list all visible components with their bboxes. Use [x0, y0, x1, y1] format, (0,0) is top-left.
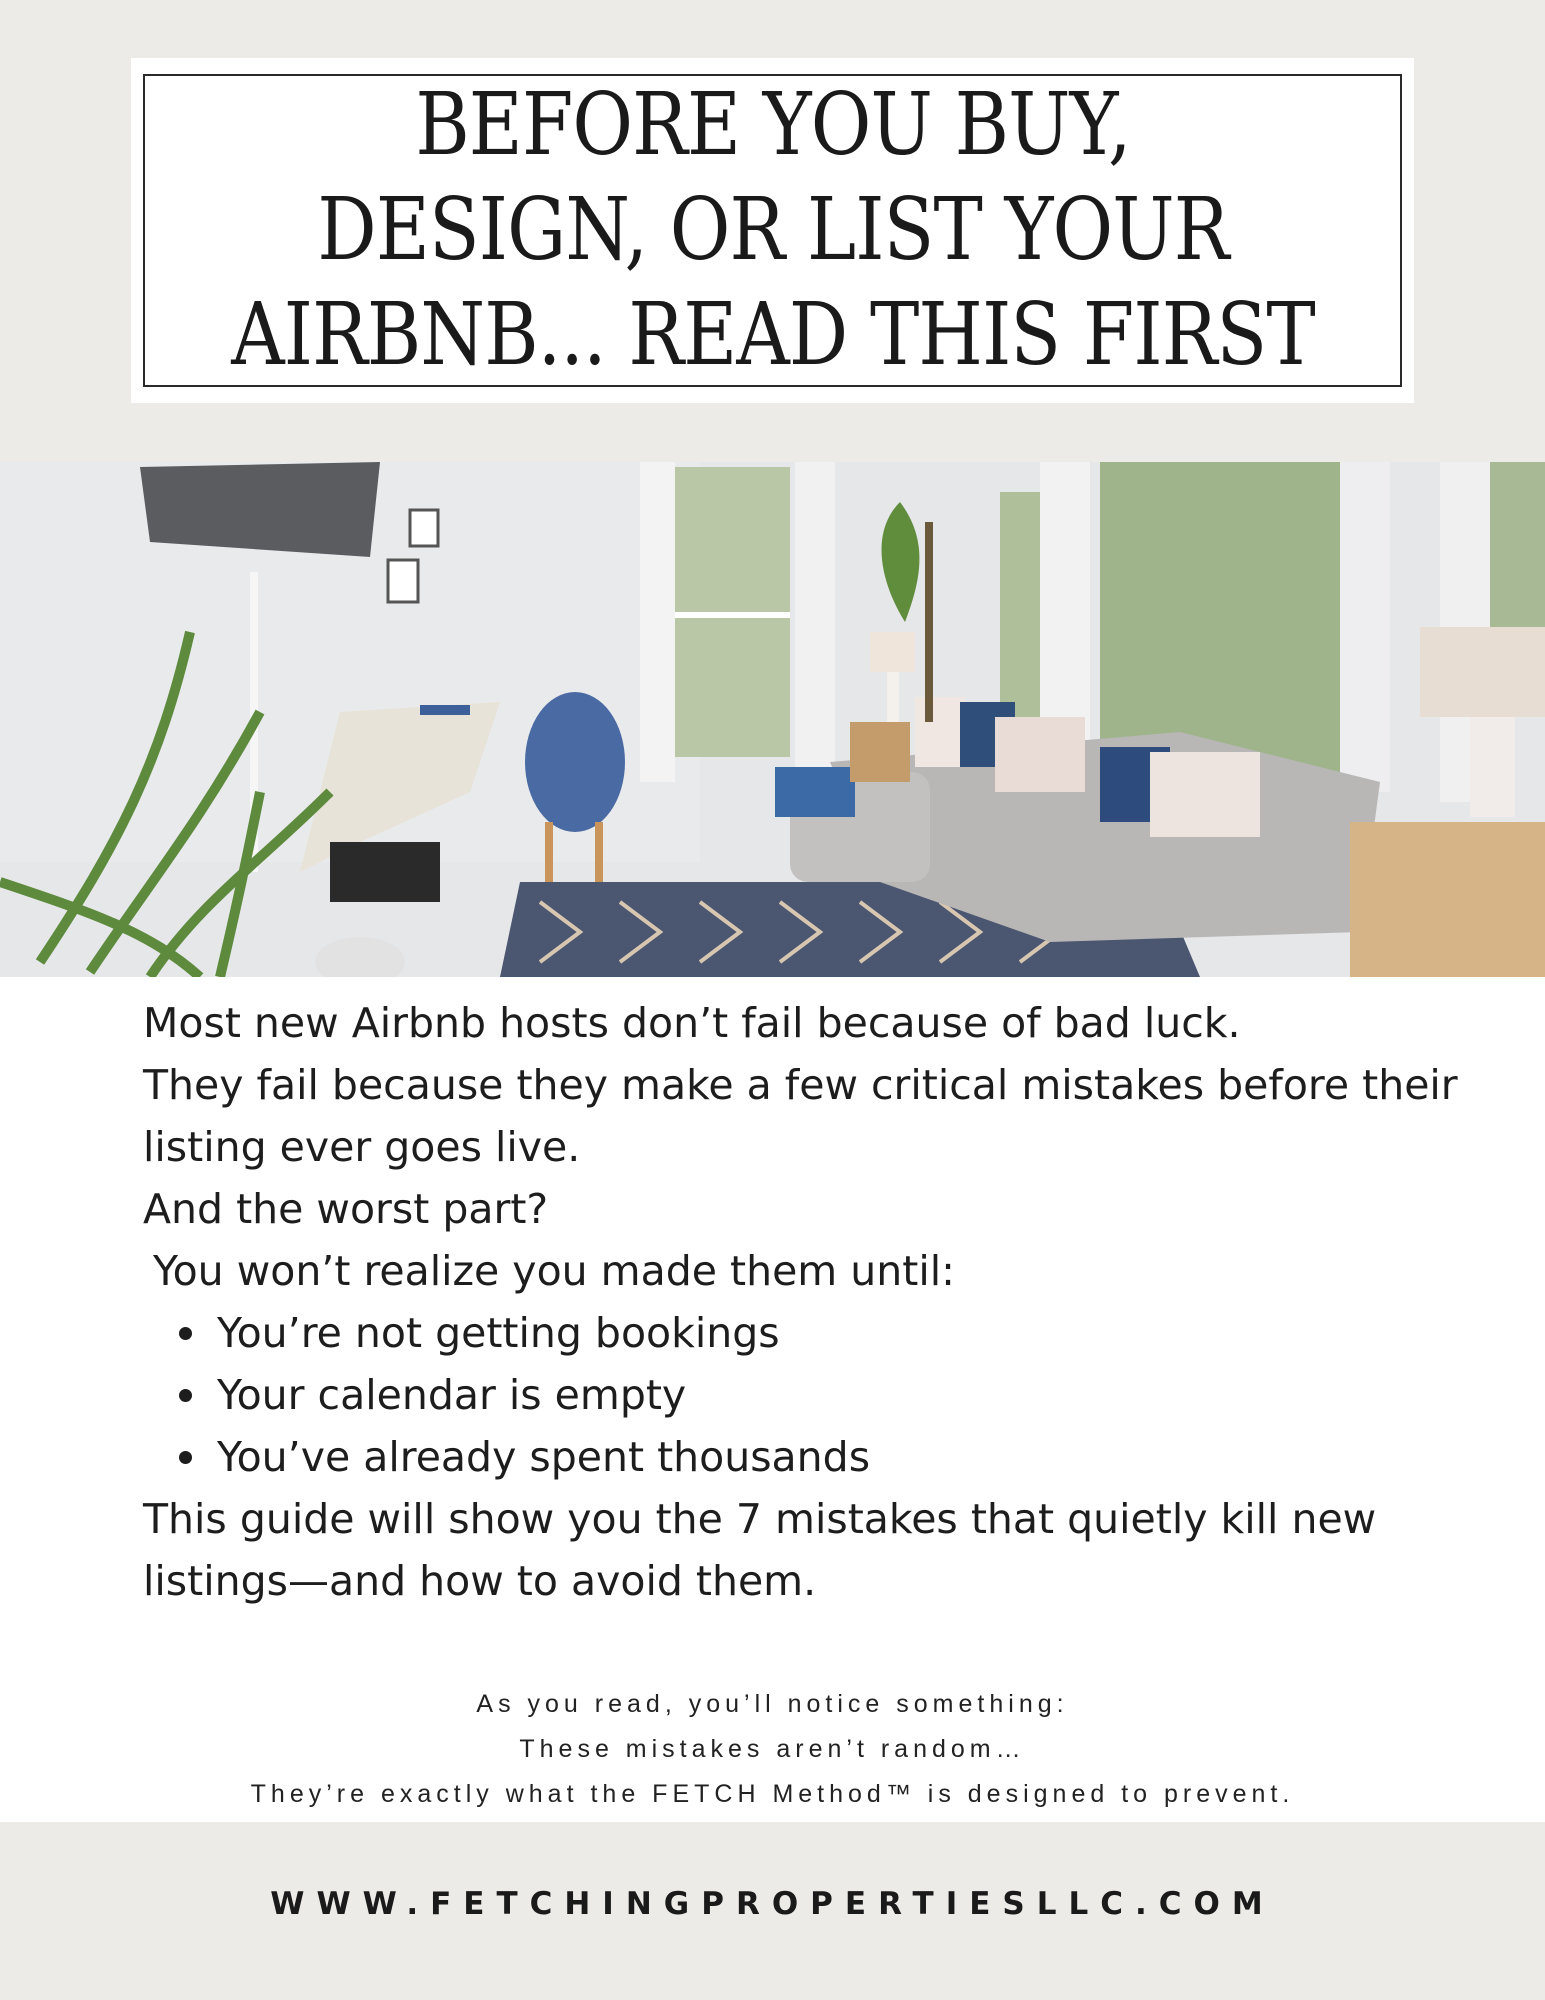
- mistake-symptom-list: [143, 1302, 1503, 1488]
- list-item: You’re not getting bookings: [179, 1302, 1503, 1364]
- footer-band: [0, 1822, 1545, 2000]
- intro-paragraph-1: Most new Airbnb hosts don’t fail because of bad luck.: [143, 999, 1241, 1047]
- intro-paragraph-2: They fail because they make a few critical mistakes before their listing ever goes live.: [143, 1061, 1458, 1171]
- title-card: [131, 58, 1414, 403]
- intro-paragraph-3: And the worst part?: [143, 1185, 549, 1233]
- list-item: Your calendar is empty: [179, 1364, 1503, 1426]
- intro-paragraph-5: This guide will show you the 7 mistakes that quietly kill new listings—and how to avoid them.: [143, 1495, 1377, 1605]
- closing-note: [0, 1682, 1545, 1817]
- intro-text: [143, 992, 1503, 1612]
- closing-line-3: They’re exactly what the FETCH Method™ is designed to prevent.: [250, 1780, 1295, 1808]
- title-line-3: AIRBNB... READ THIS FIRST: [230, 285, 1315, 385]
- title-frame: [143, 74, 1402, 387]
- website-url[interactable]: WWW.FETCHINGPROPERTIESLLC.COM: [270, 1886, 1275, 1922]
- closing-line-1: As you read, you’ll notice something:: [476, 1690, 1069, 1718]
- list-item: You’ve already spent thousands: [179, 1426, 1503, 1488]
- intro-paragraph-4: You won’t realize you made them until:: [153, 1247, 955, 1295]
- title-line-1: BEFORE YOU BUY,: [414, 75, 1131, 175]
- living-room-photo: [0, 462, 1545, 977]
- title-line-2: DESIGN, OR LIST YOUR: [316, 180, 1229, 280]
- page-title: [231, 73, 1315, 388]
- closing-line-2: These mistakes aren’t random…: [519, 1735, 1026, 1763]
